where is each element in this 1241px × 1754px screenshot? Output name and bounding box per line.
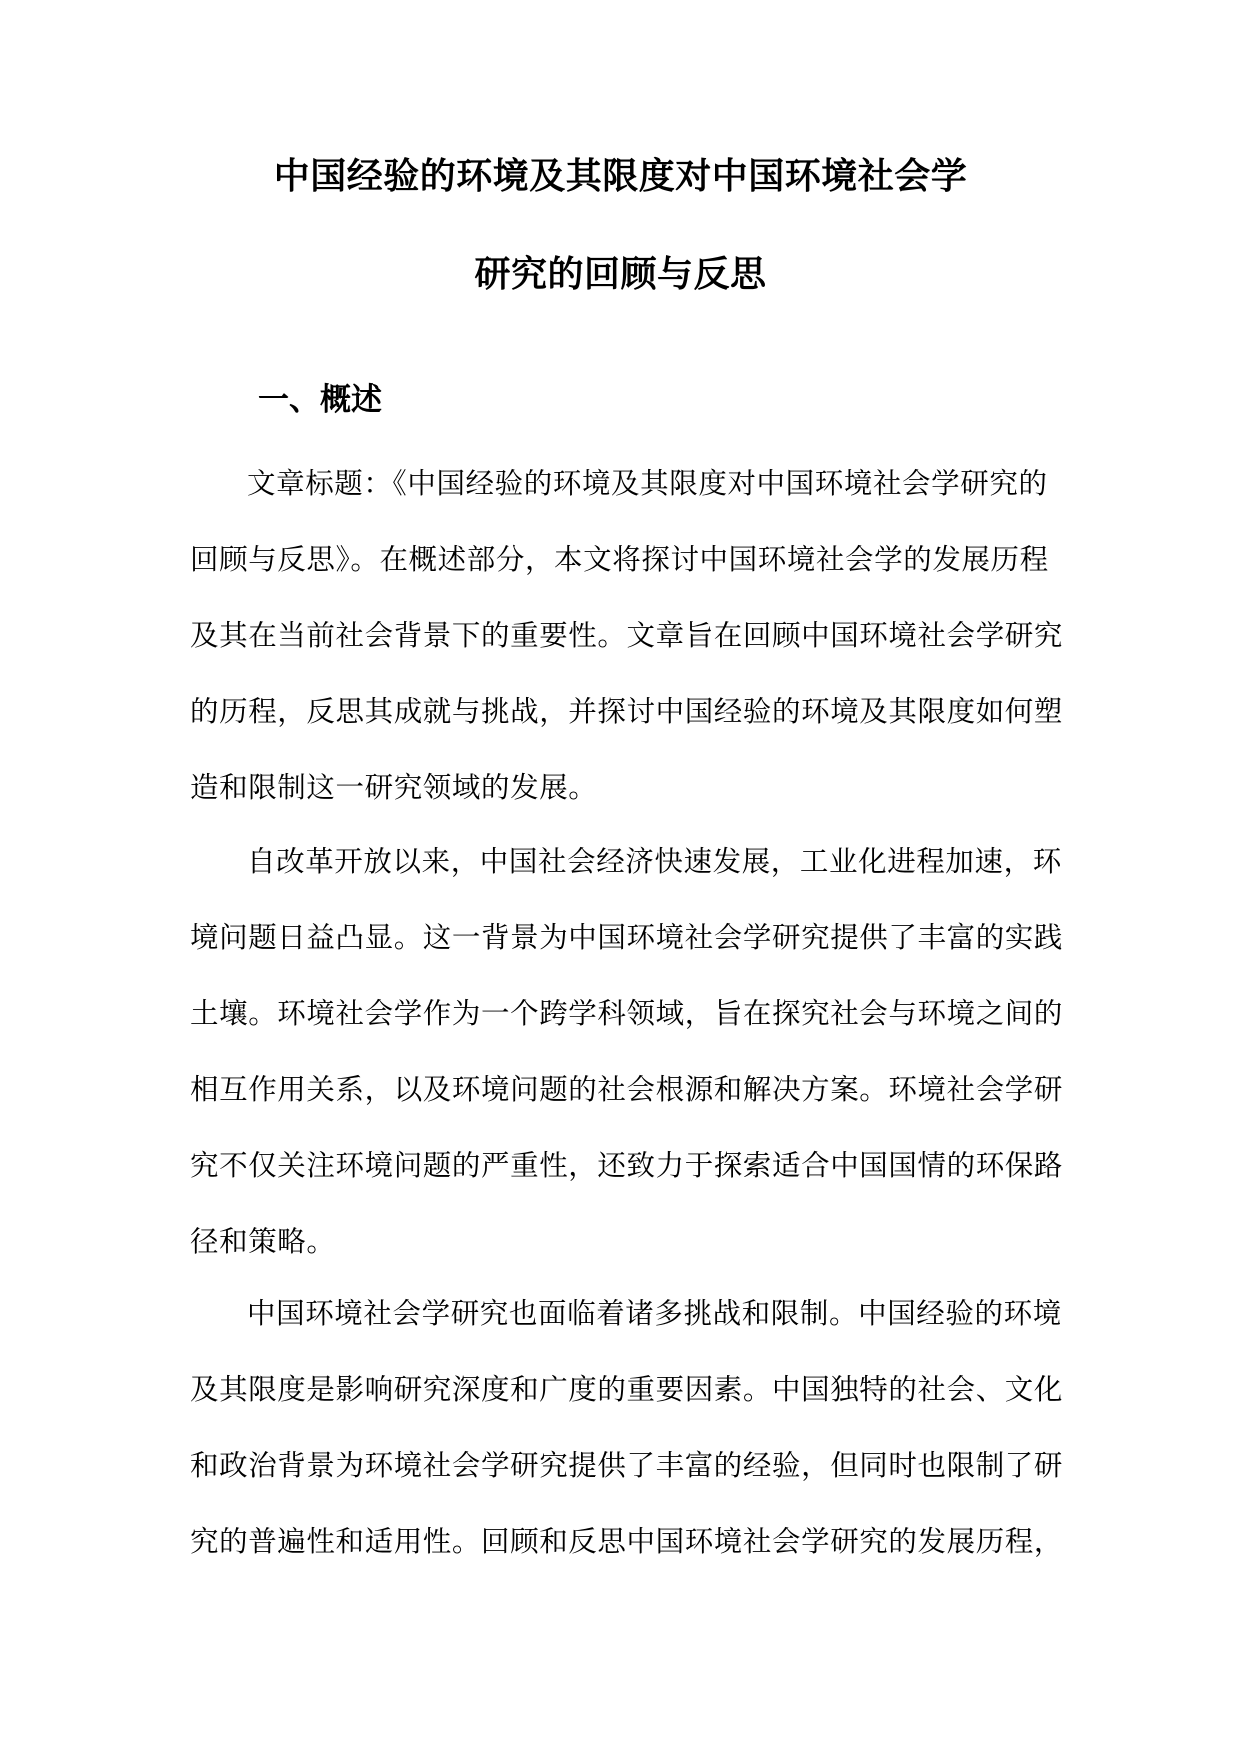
paragraph-line: 究不仅关注环境问题的严重性，还致力于探索适合中国国情的环保路 [190, 1149, 1064, 1182]
paragraph-line: 及其在当前社会背景下的重要性。文章旨在回顾中国环境社会学研究 [190, 619, 1064, 652]
paragraph-line: 文章标题：《中国经验的环境及其限度对中国环境社会学研究的 [247, 467, 1048, 500]
paragraph-line: 和政治背景为环境社会学研究提供了丰富的经验，但同时也限制了研 [190, 1449, 1064, 1482]
paragraph-line: 相互作用关系，以及环境问题的社会根源和解决方案。环境社会学研 [190, 1073, 1064, 1106]
paragraph-line: 及其限度是影响研究深度和广度的重要因素。中国独特的社会、文化 [190, 1373, 1064, 1406]
document-title-line-2: 研究的回顾与反思 [474, 254, 767, 295]
paragraph-line: 的历程，反思其成就与挑战，并探讨中国经验的环境及其限度如何塑 [190, 695, 1064, 728]
document-title-line-1: 中国经验的环境及其限度对中国环境社会学 [273, 156, 968, 197]
section-heading: 一、概述 [258, 382, 382, 418]
paragraph-line: 径和策略。 [190, 1225, 336, 1258]
paragraph-3 [190, 1292, 1064, 1596]
paragraph-line: 究的普遍性和适用性。回顾和反思中国环境社会学研究的发展历程， [190, 1525, 1064, 1558]
paragraph-line: 造和限制这一研究领域的发展。 [190, 771, 598, 804]
paragraph-line: 中国环境社会学研究也面临着诸多挑战和限制。中国经验的环境 [247, 1297, 1062, 1330]
paragraph-1 [190, 462, 1064, 842]
paragraph-2 [190, 840, 1064, 1296]
paragraph-line: 回顾与反思》。在概述部分，本文将探讨中国环境社会学的发展历程 [190, 543, 1049, 576]
paragraph-line: 土壤。环境社会学作为一个跨学科领域，旨在探究社会与环境之间的 [190, 997, 1064, 1030]
paragraph-line: 境问题日益凸显。这一背景为中国环境社会学研究提供了丰富的实践 [190, 921, 1064, 954]
paragraph-line: 自改革开放以来，中国社会经济快速发展，工业化进程加速，环 [247, 845, 1062, 878]
